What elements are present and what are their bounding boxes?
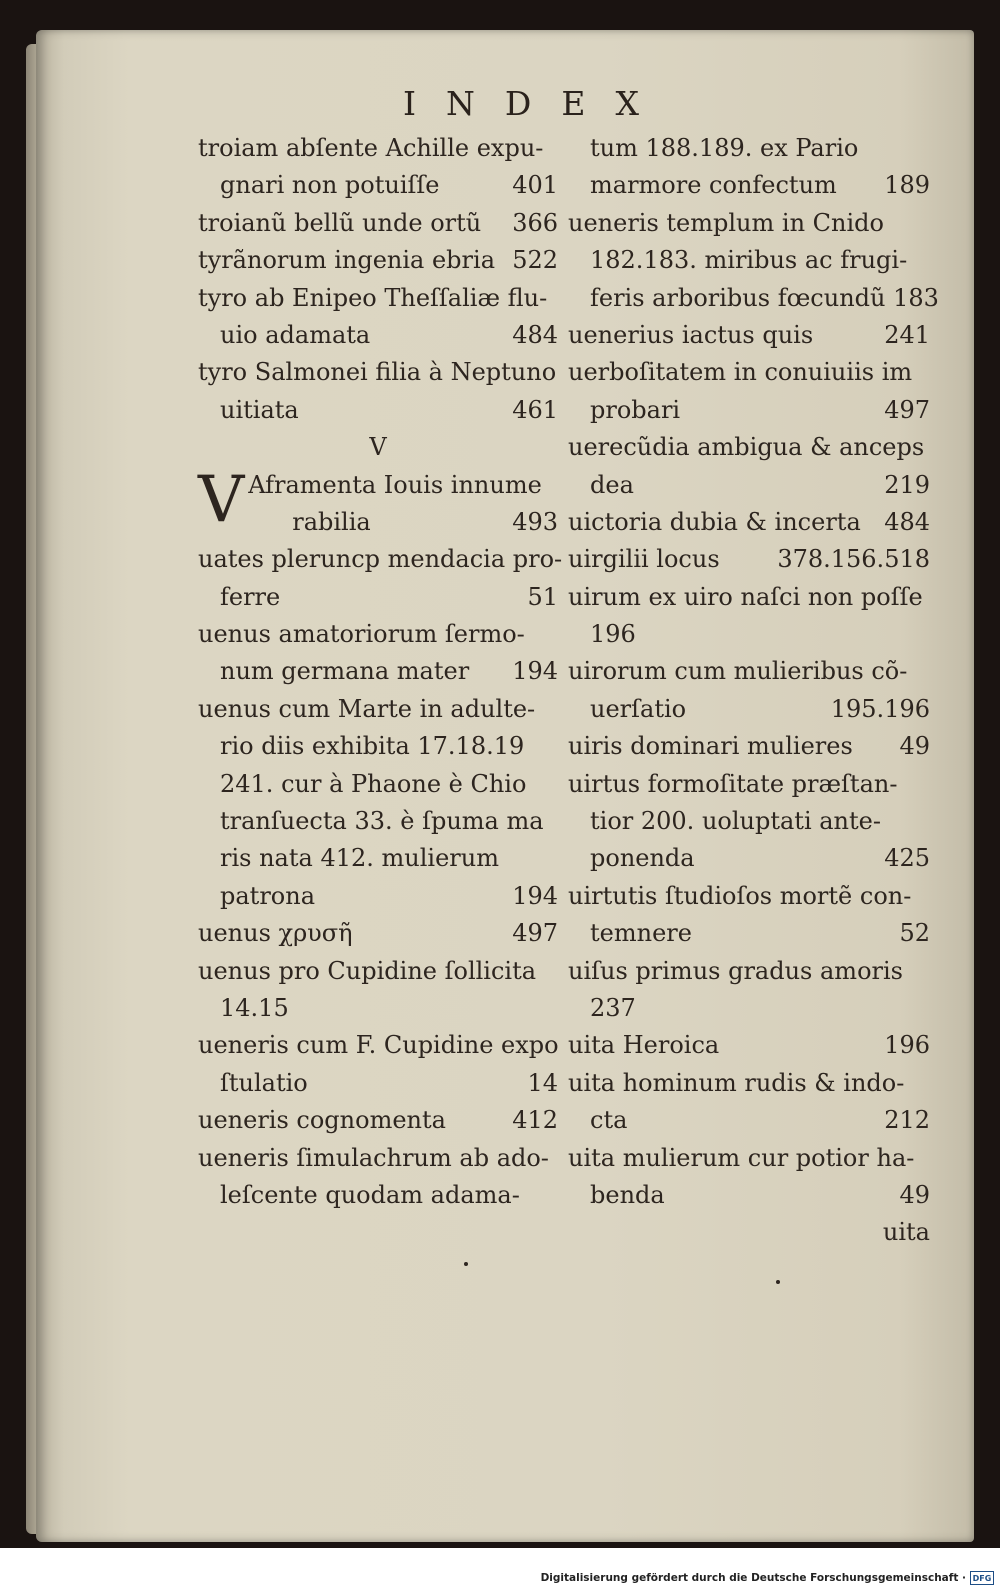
- digitization-credit: Digitalisierung gefördert durch die Deutsche Forschungsgemeinschaft ·: [540, 1572, 966, 1584]
- index-entry: [198, 354, 558, 391]
- index-entry: [568, 130, 930, 167]
- entry-text: uiris dominari mulieres: [568, 732, 853, 761]
- index-entry: [568, 541, 930, 578]
- index-entry: [198, 167, 558, 204]
- page-ref: 219: [884, 470, 930, 499]
- drop-cap: V: [198, 462, 245, 537]
- page-ref: 412: [512, 1106, 558, 1135]
- index-entry: [198, 1177, 558, 1214]
- ink-speck: [464, 1262, 468, 1266]
- entry-text: tyrãnorum ingenia ebria: [198, 246, 495, 275]
- entry-text: tior 200. uoluptati ante-: [590, 807, 881, 836]
- entry-text: num germana mater: [220, 657, 470, 686]
- entry-text: 237: [590, 993, 636, 1022]
- index-entry: [568, 653, 930, 690]
- entry-text: rio diis exhibita 17.18.19: [220, 732, 525, 761]
- entry-text: 14.15: [220, 994, 289, 1022]
- entry-text: temnere: [590, 919, 692, 948]
- entry-text: uita Heroica: [568, 1031, 720, 1060]
- entry-text: benda: [590, 1180, 665, 1209]
- page-ref: 401: [512, 171, 558, 200]
- dfg-logo: DFG: [970, 1571, 994, 1585]
- index-entry: [568, 205, 930, 242]
- entry-text: leſcente quodam adama-: [220, 1180, 520, 1209]
- entry-text: troiam abſente Achille expu-: [198, 134, 544, 162]
- index-entry: [198, 990, 558, 1027]
- index-entry: [568, 280, 939, 317]
- index-entry: [568, 990, 930, 1027]
- index-entry: [568, 878, 930, 915]
- page-ref: 51: [527, 582, 558, 611]
- index-entry: [198, 803, 558, 840]
- entry-text: troianũ bellũ unde ortũ: [198, 208, 482, 237]
- index-entry: [198, 317, 558, 354]
- index-entry: [198, 130, 558, 167]
- index-entry: [198, 280, 558, 317]
- page-ref: 14: [527, 1068, 558, 1097]
- catchword-line: [568, 1214, 930, 1251]
- page-ref: 49: [899, 1180, 930, 1209]
- entry-text: uenus amatoriorum ſermo-: [198, 620, 525, 649]
- entry-text: ueneris cum F. Cupidine expo: [198, 1031, 559, 1060]
- index-entry: [568, 915, 930, 952]
- index-entry: [198, 840, 558, 877]
- index-entry: [568, 579, 930, 616]
- entry-text: uita mulierum cur potior ha-: [568, 1143, 915, 1172]
- index-entry: [568, 1140, 930, 1177]
- index-entry: [568, 1065, 930, 1102]
- catchword: uita: [882, 1218, 930, 1247]
- index-entry: [198, 541, 563, 578]
- index-entry: [198, 953, 558, 990]
- entry-text: ponenda: [590, 844, 695, 873]
- page-ref: 425: [884, 844, 930, 873]
- index-entry: [198, 728, 558, 765]
- entry-text: ueneris ſimulachrum ab ado-: [198, 1143, 549, 1172]
- entry-text: uita hominum rudis & indo-: [568, 1068, 905, 1097]
- entry-text: 182.183. miribus ac frugi-: [590, 246, 908, 275]
- footer-strip: [0, 1548, 1000, 1590]
- index-entry: [198, 205, 558, 242]
- page-ref: 212: [884, 1106, 930, 1135]
- entry-text: uirtus formoſitate præſtan-: [568, 769, 898, 798]
- page-ref: 194: [512, 657, 558, 686]
- entry-text: rabilia: [292, 507, 371, 536]
- page-ref: 522: [512, 246, 558, 275]
- entry-text: tyro Salmonei filia à Neptuno: [198, 358, 557, 387]
- index-entry: [198, 1140, 558, 1177]
- entry-text: patrona: [220, 881, 316, 910]
- entry-text: ueneris templum in Cnido: [568, 208, 884, 237]
- page-ref: 189: [884, 171, 930, 200]
- index-entry: [568, 317, 930, 354]
- index-entry: [568, 354, 930, 391]
- entry-text: uirorum cum mulieribus cõ-: [568, 657, 908, 686]
- left-column: [198, 130, 563, 1214]
- page-ref: 241: [884, 320, 930, 349]
- index-entry: [568, 1027, 930, 1064]
- entry-text: uerecũdia ambigua & anceps: [568, 433, 925, 462]
- index-entry: [568, 167, 930, 204]
- index-entry: [568, 429, 930, 466]
- entry-text: uictoria dubia & incerta: [568, 507, 861, 536]
- index-entry: [568, 242, 930, 279]
- page-ref: 366: [512, 208, 558, 237]
- entry-text: ueneris cognomenta: [198, 1106, 446, 1135]
- entry-text: uirgilii locus: [568, 545, 720, 574]
- entry-text: uates pleruncp mendacia pro-: [198, 545, 563, 574]
- page-ref: 497: [884, 395, 930, 424]
- entry-text: tum 188.189. ex Pario: [590, 134, 859, 162]
- entry-text: 196: [590, 620, 636, 649]
- page-ref: 497: [512, 919, 558, 948]
- entry-text: gnari non potuiſſe: [220, 171, 440, 200]
- page-header: INDEX: [403, 84, 669, 123]
- index-entry: [568, 728, 930, 765]
- index-entry: [198, 1065, 558, 1102]
- ink-speck: [776, 1280, 780, 1284]
- entry-text: probari: [590, 395, 681, 424]
- index-entry: [198, 579, 558, 616]
- page-ref: 52: [899, 919, 930, 948]
- section-letter: V: [369, 433, 387, 462]
- page-ref: 196: [884, 1031, 930, 1060]
- index-entry: [198, 653, 558, 690]
- page-ref: 493: [512, 507, 558, 536]
- page-ref: 484: [884, 507, 930, 536]
- index-entry: [198, 766, 558, 803]
- index-entry: [568, 467, 930, 504]
- page-ref: 49: [899, 732, 930, 761]
- entry-text: uerſatio: [590, 694, 687, 723]
- page-ref: 378.156.518: [777, 545, 930, 574]
- entry-text: 241. cur à Phaone è Chio: [220, 769, 527, 798]
- index-entry: [568, 766, 930, 803]
- index-entry: [198, 616, 558, 653]
- index-entry: [198, 242, 558, 279]
- index-entry: [568, 691, 930, 728]
- entry-text: Aframenta Iouis innume: [248, 470, 542, 499]
- index-entry: [198, 691, 558, 728]
- entry-text: uerboſitatem in conuiuiis im: [568, 358, 913, 387]
- right-column: [568, 130, 939, 1252]
- entry-text: tyro ab Enipeo Theſſaliæ flu-: [198, 283, 548, 312]
- index-entry: [568, 840, 930, 877]
- index-entry: [568, 1177, 930, 1214]
- index-entry: [568, 953, 930, 990]
- index-entry: [198, 1027, 558, 1064]
- index-entry: [198, 1102, 558, 1139]
- entry-text: uenerius iactus quis: [568, 320, 814, 349]
- entry-text: ferre: [220, 582, 281, 611]
- entry-text: marmore confectum: [590, 171, 837, 200]
- entry-text: uio adamata: [220, 320, 371, 349]
- entry-text: uiſus primus gradus amoris: [568, 956, 903, 985]
- index-entry: [568, 803, 930, 840]
- page-ref: 195.196: [830, 694, 930, 723]
- index-entry: [568, 392, 930, 429]
- entry-text: uenus χρυσῆ: [198, 919, 353, 948]
- entry-text: uenus cum Marte in adulte-: [198, 694, 536, 723]
- entry-text: uirtutis ſtudioſos mortẽ con-: [568, 881, 912, 910]
- page-ref: 461: [512, 395, 558, 424]
- entry-text: uitiata: [220, 395, 299, 424]
- index-entry: [198, 878, 558, 915]
- entry-text: dea: [590, 470, 634, 499]
- index-entry: [198, 392, 558, 429]
- entry-text: feris arboribus fœcundũ 183: [590, 283, 939, 312]
- page-ref: 194: [512, 881, 558, 910]
- index-entry: [568, 1102, 930, 1139]
- entry-text: uirum ex uiro naſci non poſſe: [568, 582, 923, 611]
- v-entry: [198, 462, 558, 542]
- entry-text: ſtulatio: [220, 1068, 308, 1097]
- entry-text: tranſuecta 33. è ſpuma ma: [220, 807, 544, 836]
- entry-text: ris nata 412. mulierum: [220, 844, 499, 873]
- index-entry: [198, 915, 558, 952]
- index-entry: [568, 504, 930, 541]
- entry-text: uenus pro Cupidine ſollicita: [198, 956, 537, 985]
- index-entry: [568, 616, 930, 653]
- entry-text: cta: [590, 1106, 628, 1135]
- page-ref: 484: [512, 320, 558, 349]
